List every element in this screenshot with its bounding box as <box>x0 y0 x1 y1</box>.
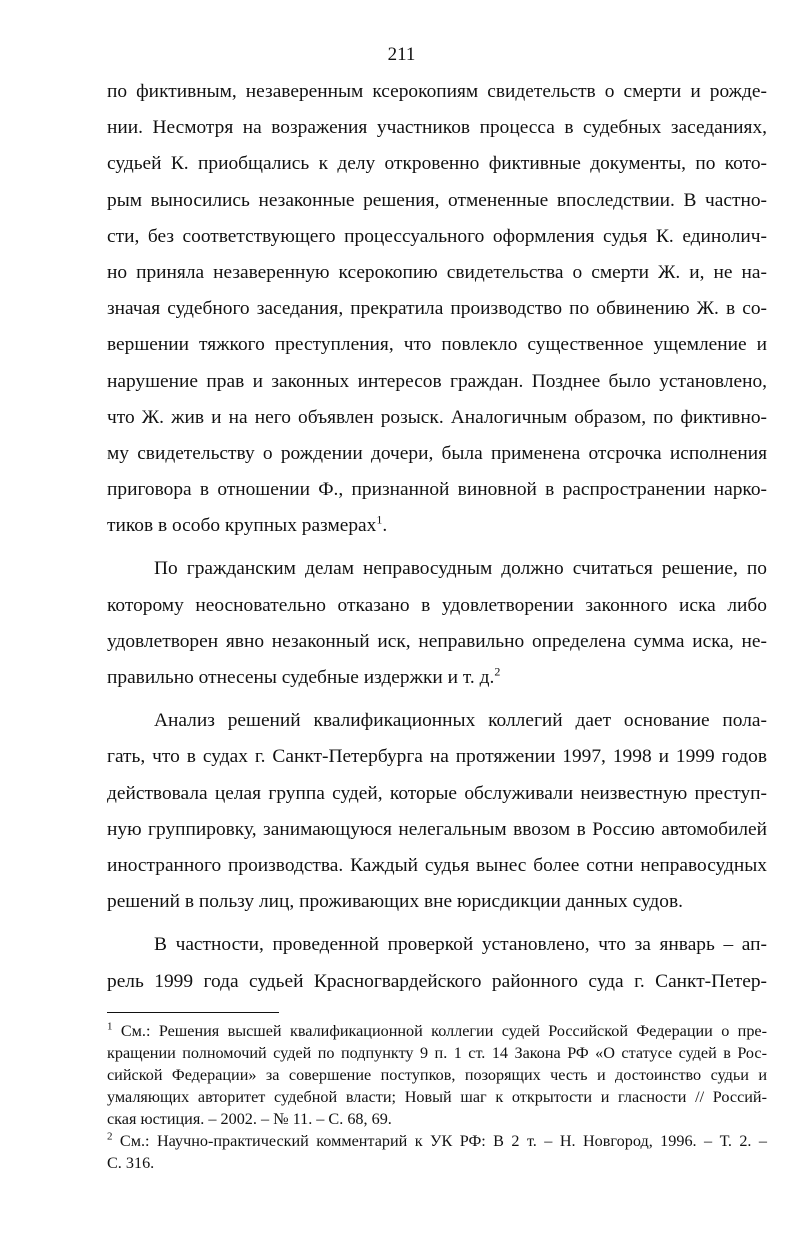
footnote <box>107 1020 767 1130</box>
footnote-line <box>107 1020 767 1042</box>
text-line: что Ж. жив и на него объявлен розыск. Аналогичным образом, по фиктивно- <box>107 406 767 428</box>
text-line: му свидетельству о рождении дочери, была применена отсрочка исполнения <box>107 442 767 464</box>
text-line: вершении тяжкого преступления, что повлекло существенное ущемление и <box>107 334 767 356</box>
text-line: По гражданским делам неправосудным должно считаться решение, по <box>154 558 767 580</box>
text-line-content: правильно отнесены судебные издержки и т. д. <box>107 667 495 688</box>
footnote-line: кращении полномочий судей по подпункту 9 п. 1 ст. 14 Закона РФ «О статусе судей в Рос- <box>107 1044 767 1062</box>
text-line: по фиктивным, незаверенным ксерокопиям свидетельств о смерти и рожде- <box>107 81 767 102</box>
text-line: нарушение прав и законных интересов граждан. Позднее было установлено, <box>107 370 767 392</box>
text-line: В частности, проведенной проверкой установлено, что за январь – ап- <box>154 934 767 956</box>
footnote-marker: 1 <box>107 1020 113 1033</box>
text-line: нии. Несмотря на возражения участников процесса в судебных заседаниях, <box>107 117 767 139</box>
text-line: судьей К. приобщались к делу откровенно фиктивные документы, по кото- <box>107 153 767 175</box>
text-line: рым выносились незаконные решения, отмененные впоследствии. В частно- <box>107 189 767 211</box>
text-line: но приняла незаверенную ксерокопию свидетельства о смерти Ж. и, не на- <box>107 261 767 283</box>
paragraph <box>107 927 767 999</box>
page-number: 211 <box>387 44 416 65</box>
text-line <box>107 508 767 544</box>
text-line: сти, без соответствующего процессуального оформления судья К. единолич- <box>107 225 767 247</box>
text-line: действовала целая группа судей, которые обслуживали неизвестную преступ- <box>107 782 767 804</box>
text-line-content: тиков в особо крупных размерах <box>107 515 377 537</box>
text-line: приговора в отношении Ф., признанной виновной в распространении нарко- <box>107 479 767 501</box>
footnote <box>107 1130 767 1174</box>
text-line: Анализ решений квалификационных коллегий дает основание пола- <box>154 710 767 732</box>
footnote-line <box>107 1130 767 1152</box>
paragraph <box>107 74 767 544</box>
text-line <box>107 660 767 696</box>
paragraph <box>107 703 767 920</box>
text-line: удовлетворен явно незаконный иск, неправильно определена сумма иска, не- <box>107 630 767 652</box>
text-line: рель 1999 года судьей Красногвардейского районного суда г. Санкт-Петер- <box>107 970 767 992</box>
footnote-line-content: См.: Научно-практический комментарий к УК РФ: В 2 т. – Н. Новгород, 1996. – Т. 2. – <box>112 1132 767 1150</box>
footnote-line: умаляющих авторитет судебной власти; Новый шаг к открытости и гласности // Россий- <box>107 1088 767 1106</box>
paragraph <box>107 551 767 696</box>
footnote-line-content: См.: Решения высшей квалификационной коллегии судей Российской Федерации о пре- <box>112 1022 767 1040</box>
footnote-reference[interactable]: 2 <box>494 664 501 679</box>
text-line: решений в пользу лиц, проживающих вне юрисдикции данных судов. <box>107 891 683 913</box>
footnote-separator <box>107 1012 279 1013</box>
text-line: которому неосновательно отказано в удовлетворении законного иска либо <box>107 594 767 616</box>
text-line: ную группировку, занимающуюся нелегальным ввозом в Россию автомобилей <box>107 818 767 840</box>
footnotes <box>107 1020 767 1174</box>
footnote-marker: 2 <box>107 1130 113 1143</box>
main-text <box>107 74 767 1000</box>
footnote-line: ская юстиция. – 2002. – № 11. – С. 68, 69. <box>107 1110 392 1128</box>
line-end-punctuation: . <box>382 515 388 537</box>
footnote-line: С. 316. <box>107 1154 155 1172</box>
text-line: иностранного производства. Каждый судья вынес более сотни неправосудных <box>107 854 767 876</box>
footnote-line: сийской Федерации» за совершение поступков, позорящих честь и достоинство судьи и <box>107 1066 767 1084</box>
footnote-reference[interactable]: 1 <box>376 512 383 527</box>
text-line: гать, что в судах г. Санкт-Петербурга на протяжении 1997, 1998 и 1999 годов <box>107 746 767 768</box>
text-line: значая судебного заседания, прекратила производство по обвинению Ж. в со- <box>107 298 767 320</box>
